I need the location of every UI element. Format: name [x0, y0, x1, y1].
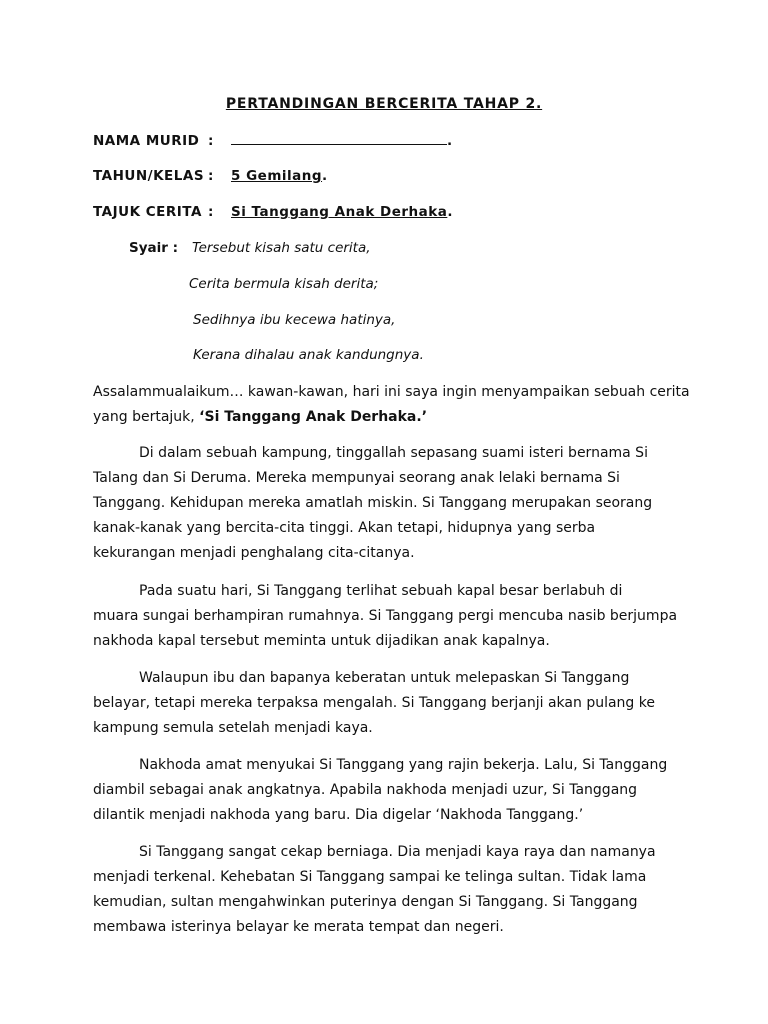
story-paragraph-4 — [93, 753, 673, 828]
intro-paragraph — [93, 380, 690, 430]
paragraph-line: kekurangan menjadi penghalang cita-citanya. — [93, 545, 415, 561]
syair-line: Cerita bermula kisah derita; — [189, 276, 379, 292]
paragraph-line: nakhoda kapal tersebut meminta untuk dijadikan anak kapalnya. — [93, 633, 550, 649]
paragraph-line: belayar, tetapi mereka terpaksa mengalah. Si Tanggang berjanji akan pulang ke — [93, 695, 655, 711]
paragraph-line: Tanggang. Kehidupan mereka amatlah miskin. Si Tanggang merupakan seorang — [93, 495, 653, 511]
name-blank-line — [231, 132, 447, 145]
document-title: PERTANDINGAN BERCERITA TAHAP 2. — [225, 96, 543, 112]
story-paragraph-1 — [93, 441, 673, 566]
paragraph-line: kanak-kanak yang bercita-cita tinggi. Akan tetapi, hidupnya yang serba — [93, 520, 596, 536]
paragraph-line: Nakhoda amat menyukai Si Tanggang yang rajin bekerja. Lalu, Si Tanggang — [139, 757, 668, 773]
story-paragraph-5 — [93, 840, 673, 940]
syair-line: Sedihnya ibu kecewa hatinya, — [193, 312, 396, 328]
field-tahun-kelas — [93, 168, 328, 184]
syair-label: Syair : — [129, 240, 179, 256]
paragraph-line: Assalammualaikum… kawan-kawan, hari ini saya ingin menyampaikan sebuah cerita — [93, 384, 690, 400]
field-value: 5 Gemilang — [231, 168, 323, 184]
field-label: TAHUN/KELAS — [93, 168, 205, 184]
paragraph-line: Walaupun ibu dan bapanya keberatan untuk melepaskan Si Tanggang — [139, 670, 630, 686]
field-colon: : — [208, 168, 214, 184]
syair-line: Kerana dihalau anak kandungnya. — [193, 347, 424, 363]
paragraph-line: Si Tanggang sangat cekap berniaga. Dia menjadi kaya raya dan namanya — [139, 844, 656, 860]
story-paragraph-3 — [93, 666, 673, 741]
field-nama-murid — [93, 132, 453, 149]
story-paragraph-2 — [93, 579, 678, 654]
field-colon: : — [208, 204, 214, 220]
syair-line: Tersebut kisah satu cerita, — [192, 240, 371, 256]
paragraph-line: diambil sebagai anak angkatnya. Apabila nakhoda menjadi uzur, Si Tanggang — [93, 782, 638, 798]
paragraph-line — [93, 405, 673, 430]
paragraph-line: muara sungai berhampiran rumahnya. Si Tanggang pergi mencuba nasib berjumpa — [93, 608, 678, 624]
field-value: Si Tanggang Anak Derhaka — [231, 204, 448, 220]
paragraph-line: menjadi terkenal. Kehebatan Si Tanggang sampai ke telinga sultan. Tidak lama — [93, 869, 647, 885]
field-end: . — [322, 168, 328, 184]
field-colon: : — [208, 133, 214, 149]
paragraph-line: Di dalam sebuah kampung, tinggallah sepasang suami isteri bernama Si — [139, 445, 648, 461]
paragraph-line: dilantik menjadi nakhoda yang baru. Dia digelar ‘Nakhoda Tanggang.’ — [93, 807, 584, 823]
field-label: TAJUK CERITA — [93, 204, 202, 220]
paragraph-line: kampung semula setelah menjadi kaya. — [93, 720, 373, 736]
paragraph-line: membawa isterinya belayar ke merata tempat dan negeri. — [93, 919, 504, 935]
intro-text: yang bertajuk, — [93, 409, 200, 425]
field-label: NAMA MURID — [93, 133, 200, 149]
field-end: . — [447, 204, 453, 220]
paragraph-line: kemudian, sultan mengahwinkan puterinya dengan Si Tanggang. Si Tanggang — [93, 894, 638, 910]
field-tajuk-cerita — [93, 204, 453, 220]
field-end: . — [447, 133, 453, 149]
story-title-emphasis: ‘Si Tanggang Anak Derhaka.’ — [199, 409, 428, 425]
paragraph-line: Talang dan Si Deruma. Mereka mempunyai seorang anak lelaki bernama Si — [93, 470, 620, 486]
paragraph-line: Pada suatu hari, Si Tanggang terlihat sebuah kapal besar berlabuh di — [139, 583, 623, 599]
